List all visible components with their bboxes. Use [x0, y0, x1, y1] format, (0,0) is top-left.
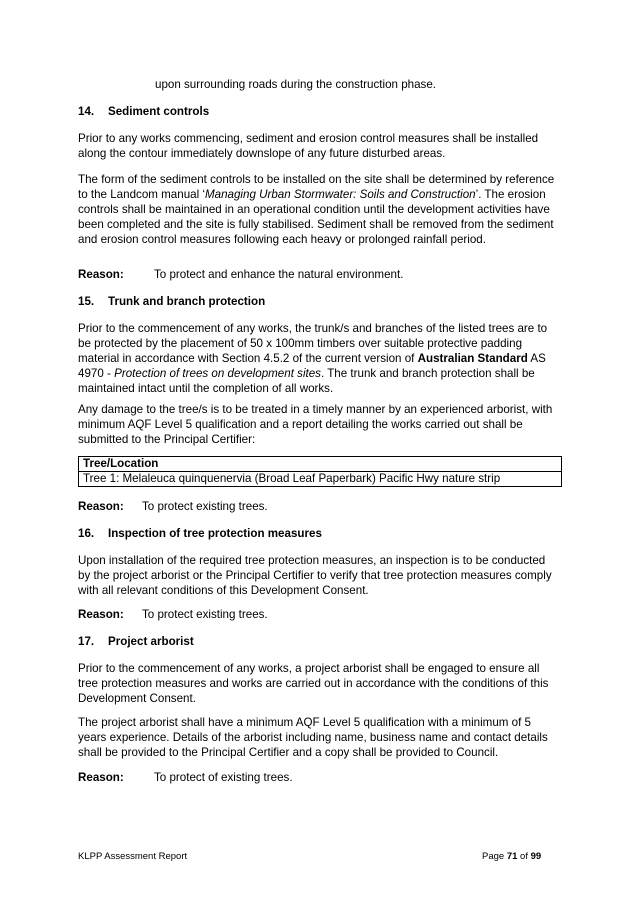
section-16-number: 16.: [78, 527, 95, 540]
section-14-title: Sediment controls: [108, 105, 210, 118]
section-15-reason: [78, 499, 268, 514]
table-header-row: [79, 457, 562, 472]
table-row: [79, 472, 562, 487]
reason-text: To protect of existing trees.: [154, 771, 293, 784]
section-14-p2-text-b: ’. The erosion controls shall be maintained in an operational condition until the development activities have been completed and the site is fully stabilised. Sediment shall be removed from the sediment and erosion control measures following each heavy or prolonged rainfall period.: [78, 188, 554, 246]
page-of: of: [517, 851, 531, 862]
section-15-heading: [78, 294, 265, 309]
continuation-text: upon surrounding roads during the construction phase.: [155, 78, 437, 91]
reason-label: Reason:: [78, 771, 124, 784]
section-14-p2-italic: Managing Urban Stormwater: Soils and Construction: [204, 188, 476, 201]
reason-label: Reason:: [78, 268, 124, 281]
section-16-title: Inspection of tree protection measures: [108, 527, 322, 540]
reason-label: Reason:: [78, 608, 124, 621]
current-page: 71: [506, 851, 518, 862]
reason-text: To protect existing trees.: [142, 500, 268, 513]
section-15-title: Trunk and branch protection: [108, 295, 266, 308]
section-17-title: Project arborist: [108, 635, 194, 648]
section-15-p1-text-c: . The trunk and branch protection shall be maintained intact until the completion of all works.: [78, 367, 535, 395]
footer-report-title: KLPP Assessment Report: [78, 851, 188, 862]
section-17-paragraph-1: Prior to the commencement of any works, a project arborist shall be engaged to ensure all tree protection measures and works are carried out in accordance with the conditions of this Development Consent.: [78, 662, 549, 705]
table-header-cell: Tree/Location: [79, 457, 562, 472]
section-15-p1-text-a: Prior to the commencement of any works, the trunk/s and branches of the listed trees are to be protected by the placement of 50 x 100mm timbers over suitable protective padding material in accordance with Section 4.5.2 of the current version of: [78, 322, 548, 365]
section-15-paragraph-1: [78, 321, 560, 396]
section-17-heading: [78, 634, 194, 649]
section-14-p2-text-a: The form of the sediment controls to be installed on the site shall be determined by reference to the Landcom manual ‘: [78, 173, 555, 201]
section-15-p1-italic: Protection of trees on development sites: [114, 367, 321, 380]
section-14-number: 14.: [78, 105, 95, 118]
section-17-number: 17.: [78, 635, 95, 648]
footer-page-number: [482, 851, 541, 863]
tree-location-table: [78, 456, 562, 487]
section-17-reason: [78, 770, 293, 785]
section-15-p1-text-b: AS 4970 -: [78, 352, 546, 380]
section-17-paragraph-2: The project arborist shall have a minimum AQF Level 5 qualification with a minimum of 5 years experience. Details of the arborist including name, business name and contact details shall be provided to the Principal Certifier and a copy shall be provided to Council.: [78, 716, 548, 759]
table-cell: Tree 1: Melaleuca quinquenervia (Broad Leaf Paperbark) Pacific Hwy nature strip: [79, 472, 562, 487]
section-15-number: 15.: [78, 295, 95, 308]
section-14-heading: [78, 104, 209, 119]
section-14-reason: [78, 267, 403, 282]
total-pages: 99: [530, 851, 542, 862]
reason-text: To protect existing trees.: [142, 608, 268, 621]
reason-label: Reason:: [78, 500, 124, 513]
page-prefix: Page: [482, 851, 507, 862]
reason-text: To protect and enhance the natural environment.: [154, 268, 404, 281]
section-16-heading: [78, 526, 322, 541]
section-16-paragraph-1: Upon installation of the required tree protection measures, an inspection is to be conducted by the project arborist or the Principal Certifier to verify that tree protection measures comply with all relevant conditions of this Development Consent.: [78, 554, 552, 597]
section-15-p1-bold: Australian Standard: [417, 352, 528, 365]
section-16-reason: [78, 607, 268, 622]
section-14-paragraph-2: [78, 172, 560, 247]
section-14-paragraph-1: Prior to any works commencing, sediment and erosion control measures shall be installed along the contour immediately downslope of any future disturbed areas.: [78, 132, 539, 160]
section-15-paragraph-2: Any damage to the tree/s is to be treated in a timely manner by an experienced arborist, with minimum AQF Level 5 qualification and a report detailing the works carried out shall be submitted to the Principal Certifier:: [78, 403, 553, 446]
